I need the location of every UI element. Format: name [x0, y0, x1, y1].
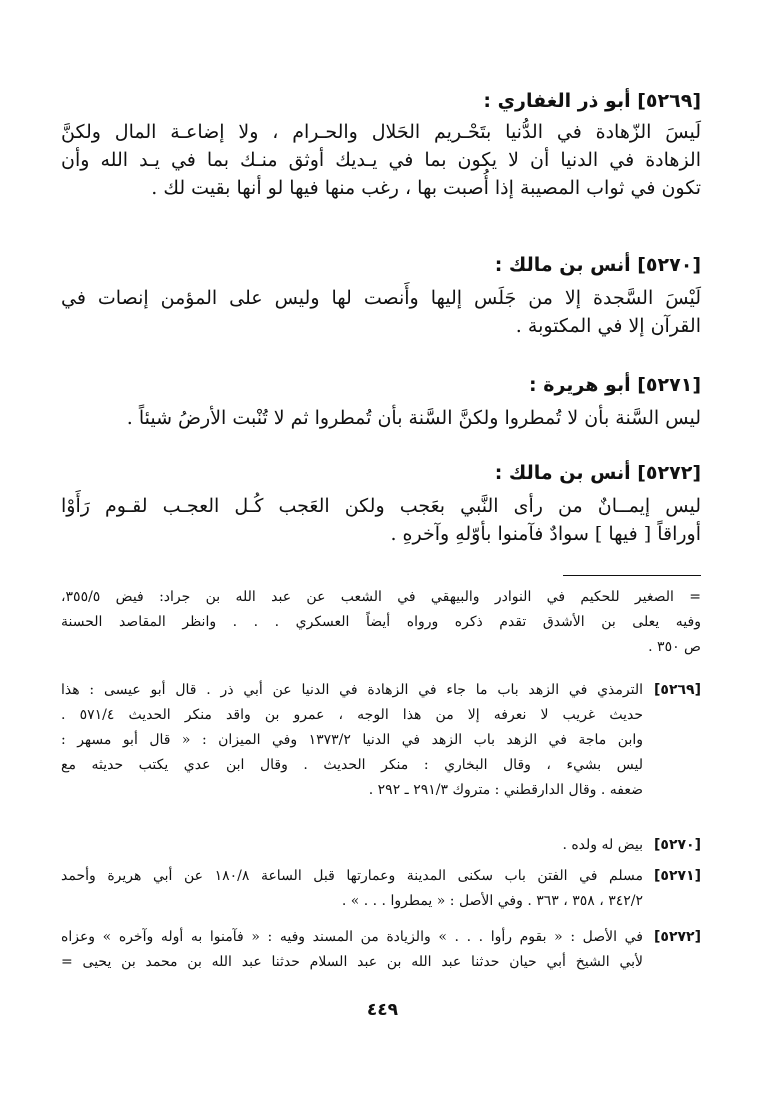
footnote-line: الترمذي في الزهد باب ما جاء في الزهادة في الدنيا عن أبي ذر . قال أبو عيسى : هذا [61, 682, 643, 698]
footnote-number: [٥٢٧٢] [654, 929, 701, 945]
footnote-line: في الأصل : « بقوم رأوا . . . » والزيادة من المسند وفيه : « فآمنوا به أوله وآخره » وعزاه [61, 929, 644, 945]
footnote-line: وابن ماجة في الزهد باب الزهد في الدنيا ١٣٧٣/٢ وفي الميزان : « قال أبو مسهر : [61, 732, 643, 748]
footnote-line: ٣٤٢/٢ ، ٣٥٨ ، ٣٦٣ . وفي الأصل : « يمطروا . . . » . [341, 893, 643, 909]
footnote-line: وفيه يعلى بن الأشدق تقدم ذكره ورواه أيضاً العسكري . . . وانظر المقاصد الحسنة [61, 614, 701, 630]
footnote-number: [٥٢٦٩] [654, 682, 701, 698]
entry-text-line: تكون في ثواب المصيبة إذا أُصبت بها ، رغب منها فيها لو أنها بقيت لك . [151, 177, 701, 199]
entry-narrator: أنس بن مالك : [494, 254, 631, 276]
footnote-number: [٥٢٧١] [654, 868, 701, 884]
entry-text-line: ليس السَّنة بأن لا تُمطروا ولكنَّ السَّنة بأن تُمطروا ثم لا تُنْبت الأرضُ شيئاً . [126, 407, 701, 429]
footnote-line: لأبي الشيخ أبي حيان حدثنا عبد الله بن عبد السلام حدثنا عبد الله بن محمد بن يحيى = [61, 954, 643, 970]
footnote-5270 [61, 833, 701, 858]
entry-text-line: الزهادة في الدنيا أن لا يكون بما في يـديك أوثق منـك بما في يـد الله وأن [61, 149, 701, 171]
footnote-line: ص ٣٥٠ . [648, 639, 701, 655]
entry-5270 [61, 252, 701, 340]
entry-narrator: أبو ذر الغفاري : [483, 90, 631, 112]
entry-text-line: لَيسَ الزّهادة في الدُّنيا بتَحْـريم الحَلال والحـرام ، ولا إضاعـة المال ولكنَّ [61, 121, 701, 143]
footnote-line: = الصغير للحكيم في النوادر والبيهقي في الشعب عن عبد الله بن جراد: فيض ٣٥٥/٥، [61, 589, 701, 605]
footnote-5271 [61, 864, 701, 914]
entry-narrator: أنس بن مالك : [494, 462, 631, 484]
footnote-divider [563, 575, 701, 576]
entry-number: [٥٢٦٩] [637, 90, 701, 112]
entry-heading [61, 88, 701, 114]
entry-heading [61, 372, 701, 398]
entry-heading [61, 252, 701, 278]
footnote-continuation [61, 585, 701, 660]
footnote-5272 [61, 925, 701, 975]
entry-text-line: القرآن إلا في المكتوبة . [515, 315, 701, 337]
entry-text-line: لَيْسَ السَّجدة إلا من جَلَس إليها وأَنصت لها وليس على المؤمن إنصات في [61, 287, 701, 309]
entry-text-line: ليس إيمــانٌ من رأى النَّبي بعَجب ولكن العَجب كُـل العجـب لقـوم رَأَوْا [61, 495, 701, 517]
entry-5269 [61, 88, 701, 202]
entry-heading [61, 460, 701, 486]
entry-text-line: أوراقاً [ فيها ] سوادٌ فآمنوا بأوّلهِ وآخرهِ . [390, 523, 701, 545]
footnote-line: بيض له ولده . [562, 837, 643, 853]
footnote-line: ضعفه . وقال الدارقطني : متروك ٢٩١/٣ ـ ٢٩٢ . [368, 782, 643, 798]
entry-5271 [61, 372, 701, 432]
footnote-5269 [61, 678, 701, 803]
entry-number: [٥٢٧٠] [637, 254, 701, 276]
entry-number: [٥٢٧٢] [637, 462, 701, 484]
footnote-line: ليس بشيء ، وقال البخاري : منكر الحديث . وقال ابن عدي يكتب حديثه مع [61, 757, 643, 773]
entry-number: [٥٢٧١] [637, 374, 701, 396]
footnote-number: [٥٢٧٠] [654, 837, 701, 853]
page-number: ٤٤٩ [366, 1000, 399, 1020]
entry-5272 [61, 460, 701, 548]
footnote-line: حديث غريب لا نعرفه إلا من هذا الوجه ، عمرو بن واقد منكر الحديث ٥٧١/٤ . [61, 707, 643, 723]
entry-narrator: أبو هريرة : [529, 374, 631, 396]
footnote-line: مسلم في الفتن باب سكنى المدينة وعمارتها قبل الساعة ١٨٠/٨ عن أبي هريرة وأحمد [61, 868, 644, 884]
